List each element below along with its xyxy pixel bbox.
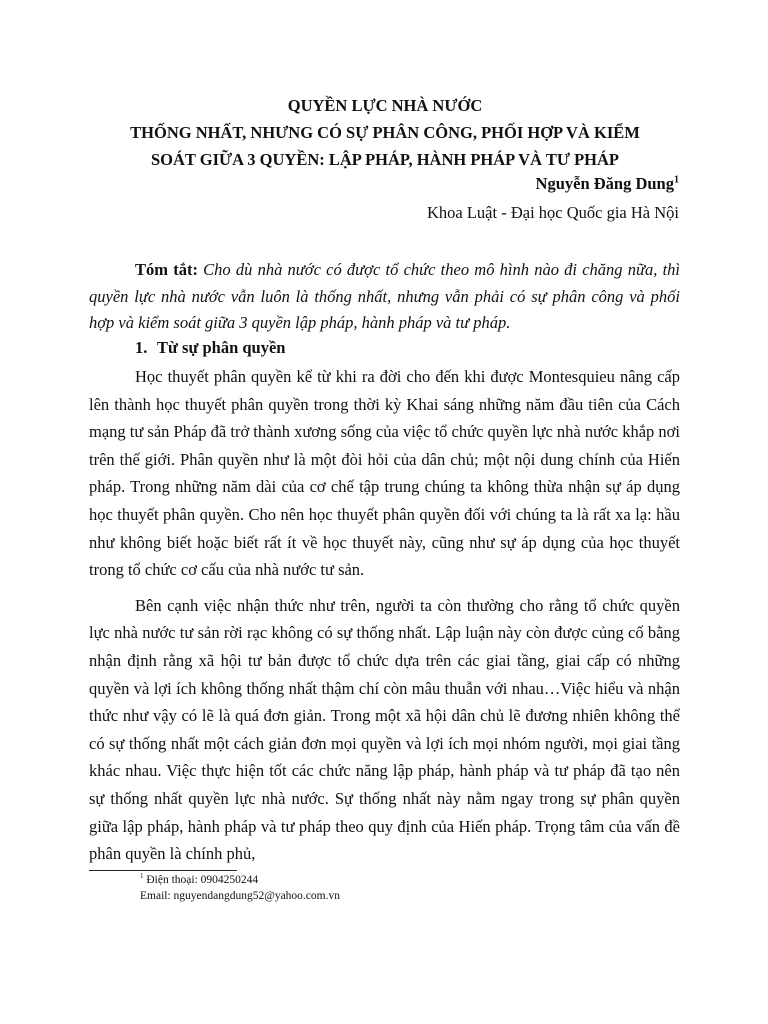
body-paragraph: Học thuyết phân quyền kể từ khi ra đời cho đến khi được Montesquieu nâng cấp lên thành học thuyết phân quyền trong thời kỳ Khai sáng những năm đầu tiên của Cách mạng tư sản Pháp đã trở thành xương sống của việc tổ chức quyền lực nhà nước khắp nơi trên thế giới. Phân quyền như là một đòi hỏi của dân chủ; một nội dung chính của Hiến pháp. Trong những năm dài của cơ chế tập trung chúng ta không thừa nhận sự áp dụng học thuyết phân quyền. Cho nên học thuyết phân quyền đối với chúng ta là rất xa lạ: hầu như không biết hoặc biết rất ít về học thuyết này, cũng như sự áp dụng của học thuyết trong tổ chức cơ cấu của nhà nước tư sản. <box>89 367 680 580</box>
author-name-text: Nguyễn Đăng Dung <box>535 174 674 193</box>
footnote-email: Email: nguyendangdung52@yahoo.com.vn <box>140 890 340 902</box>
title-line-3: SOÁT GIỮA 3 QUYỀN: LẬP PHÁP, HÀNH PHÁP VÀ TƯ PHÁP <box>151 150 619 169</box>
abstract <box>89 257 680 337</box>
title-line-1: QUYỀN LỰC NHÀ NƯỚC <box>287 96 483 115</box>
author-affiliation: Khoa Luật - Đại học Quốc gia Hà Nội <box>426 203 679 222</box>
footnote-phone-line <box>140 872 340 888</box>
footnote-separator <box>89 870 237 871</box>
abstract-text: Cho dù nhà nước có được tổ chức theo mô hình nào đi chăng nữa, thì quyền lực nhà nước vẫn luôn là thống nhất, nhưng vẫn phải có sự phân công và phối hợp và kiểm soát giữa 3 quyền lập pháp, hành pháp và tư pháp. <box>89 260 681 332</box>
author-footnote-mark: 1 <box>674 174 679 186</box>
footnote <box>140 872 340 904</box>
footnote-phone: Điện thoại: 0904250244 <box>146 874 259 886</box>
author-name <box>536 174 679 194</box>
section-number: 1. <box>135 338 148 357</box>
section-title: Từ sự phân quyền <box>157 338 286 357</box>
body-text <box>89 363 680 876</box>
section-heading <box>135 337 286 359</box>
document-title <box>90 92 680 173</box>
body-paragraph: Bên cạnh việc nhận thức như trên, người ta còn thường cho rằng tổ chức quyền lực nhà nước tư sản rời rạc không có sự thống nhất. Lập luận này còn được củng cố bằng nhận định rằng xã hội tư bản được tổ chức dựa trên các giai tầng, giai cấp có những quyền và lợi ích không thống nhất thậm chí còn mâu thuẫn với nhau…Việc hiểu và nhận thức như vậy có lẽ là quá đơn giản. Trong một xã hội dân chủ lẽ đương nhiên không thể có sự thống nhất một cách giản đơn mọi quyền và lợi ích mọi nhóm người, mọi giai tầng khác nhau. Việc thực hiện tốt các chức năng lập pháp, hành pháp và tư pháp đã tạo nên sự thống nhất quyền lực nhà nước. Sự thống nhất này nằm ngay trong sự phân quyền giữa lập pháp, hành pháp và tư pháp theo quy định của Hiến pháp. Trọng tâm của vấn đề phân quyền là chính phủ, <box>89 595 680 864</box>
title-line-2: THỐNG NHẤT, NHƯNG CÓ SỰ PHÂN CÔNG, PHỐI HỢP VÀ KIỂM <box>130 123 640 142</box>
footnote-mark: 1 <box>140 872 144 881</box>
abstract-label: Tóm tắt: <box>135 260 198 279</box>
